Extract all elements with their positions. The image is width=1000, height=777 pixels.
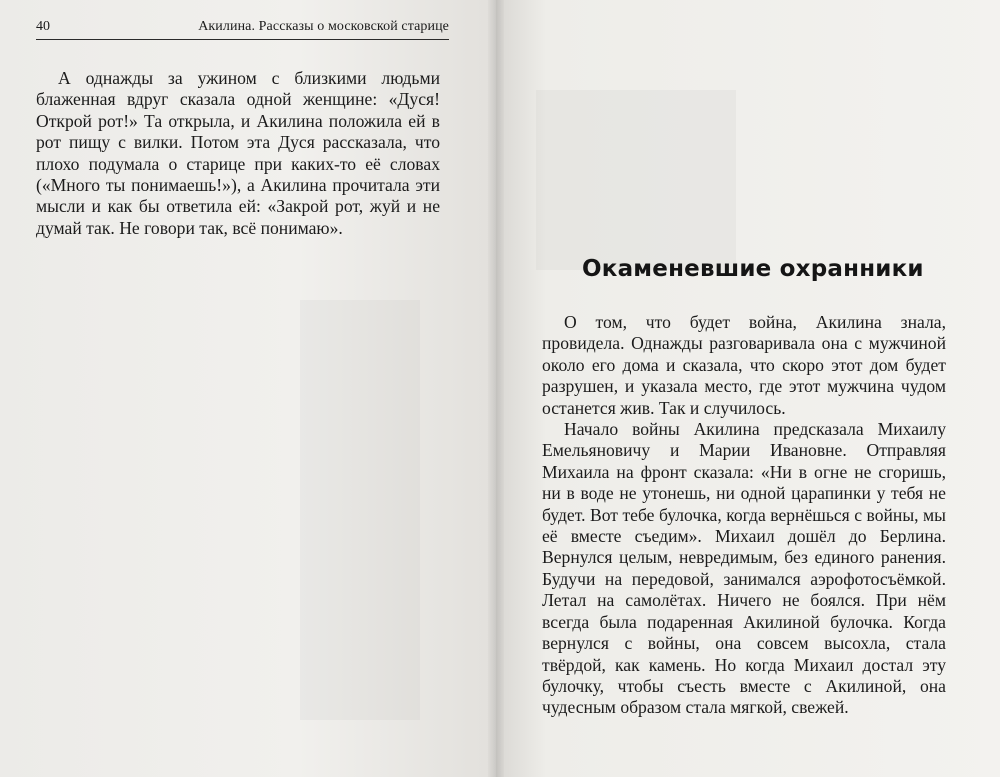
show-through-shadow xyxy=(536,90,736,270)
page-number: 40 xyxy=(36,19,50,34)
paragraph: Начало войны Акилина предсказала Михаилу Емельяновичу и Марии Ивановне. Отправляя Михаила на фронт сказала: «Ни в огне не сгоришь, ни в воде не утонешь, ни одной царапинки у тебя не будет. Вот тебе булочка, когда вернёшься с войны, мы её вместе съедим». Михаил дошёл до Берлина. Вернулся целым, невредимым, без единого ранения. Будучи на передовой, занимался аэрофотосъёмкой. Летал на самолётах. Ничего не боялся. При нём всегда была подаренная Акилиной булочка. Когда вернулся с войны, она совсем высохла, стала твёрдой, как камень. Но когда Михаил достал эту булочку, чтобы съесть вместе с Акилиной, она чудесным образом стала мягкой, свежей. xyxy=(542,419,946,718)
left-page xyxy=(0,0,496,777)
left-body-text xyxy=(36,68,440,239)
paragraph: А однажды за ужином с близкими людьми блаженная вдруг сказала одной женщине: «Дуся! Открой рот!» Та открыла, и Акилина положила ей в рот пищу с вилки. Потом эта Дуся рассказала, что плохо подумала о старице при каких-то её словах («Много ты понимаешь!»), а Акилина прочитала эти мысли и как бы ответила ей: «Закрой рот, жуй и не думай так. Не говори так, всё понимаю». xyxy=(36,68,440,238)
right-body-text xyxy=(542,312,946,719)
running-head-title: Акилина. Рассказы о московской старице xyxy=(198,19,449,34)
chapter-title: Окаменевшие охранники xyxy=(582,256,924,282)
running-head xyxy=(36,17,449,40)
book-gutter xyxy=(488,0,504,777)
show-through-shadow xyxy=(300,300,420,720)
right-page xyxy=(496,0,1000,777)
paragraph: О том, что будет война, Акилина знала, провидела. Однажды разговаривала она с мужчиной около его дома и сказала, что скоро этот дом будет разрушен, и указала место, где этот мужчина чудом останется жив. Так и случилось. xyxy=(542,312,946,418)
